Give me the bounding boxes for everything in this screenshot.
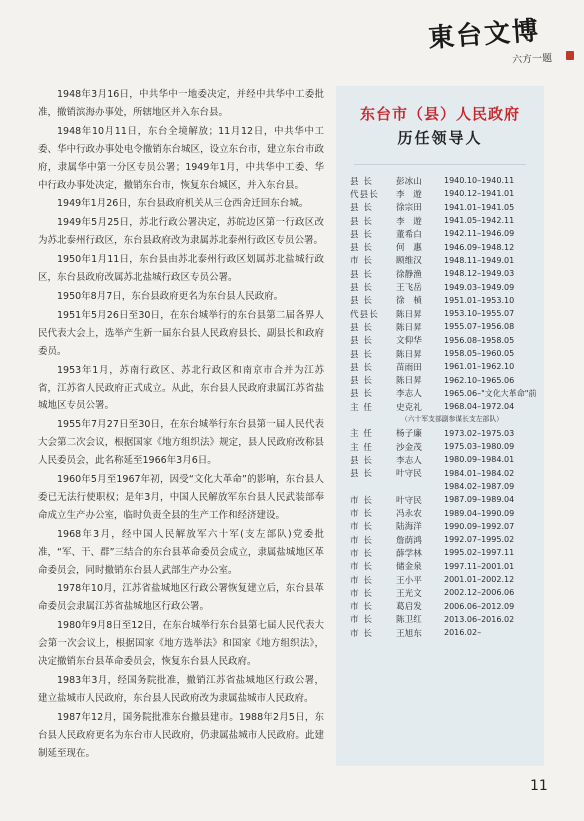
- leader-term: 1958.05–1960.05: [444, 349, 515, 358]
- leader-name: 徐宗田: [396, 203, 422, 214]
- history-paragraph: 1948年3月16日，中共华中一地委决定，并经中共华中工委批准，撤销滨海办事处，所辖地区并入东台县。: [38, 89, 324, 118]
- history-paragraph: 1953年1月，苏南行政区、苏北行政区和南京市合并为江苏省，江苏省人民政府正式成立。从此，东台县人民政府隶属江苏省盐城地区专员公署。: [38, 364, 324, 412]
- leader-row: [336, 360, 544, 373]
- leader-term: 2016.02–: [444, 628, 482, 638]
- leader-title: 代县长: [350, 189, 379, 200]
- leader-term: 1941.01–1941.05: [444, 202, 515, 212]
- panel-title: 东台市（县）人民政府: [359, 105, 520, 123]
- leader-title: 县 长: [350, 203, 373, 214]
- leader-name: 徐静渔: [396, 269, 422, 280]
- leader-term: 1975.03–1980.09: [444, 442, 515, 452]
- leader-title: 市 长: [350, 509, 373, 520]
- leader-term: 1946.09–1948.12: [444, 242, 515, 252]
- leader-row: [336, 214, 544, 227]
- leader-title: 市 长: [350, 548, 373, 559]
- leader-term: 1992.07–1995.02: [444, 535, 515, 545]
- leader-term: 1941.05–1942.11: [444, 216, 515, 226]
- leader-term: 1997.11–2001.01: [444, 561, 515, 571]
- leader-row: [336, 573, 544, 586]
- leader-term: 1965.06–"文化大革命"前: [444, 388, 537, 398]
- history-paragraph: 1987年12月，国务院批准东台撤县建市。1988年2月5日，东台县人民政府更名为东台市人民政府，仍隶属盐城市人民政府。此建制延至现在。: [38, 711, 324, 759]
- leader-term: 2002.12–2006.06: [444, 588, 515, 598]
- leader-term: 1951.01–1953.10: [444, 295, 515, 305]
- leader-row: [336, 520, 544, 533]
- leader-row: [336, 267, 544, 280]
- leader-row: [336, 294, 544, 307]
- leader-term: 1948.11–1949.01: [444, 255, 515, 265]
- leader-title: 县 长: [350, 455, 373, 466]
- page-number: 11: [530, 778, 548, 794]
- leader-name: 葛启发: [396, 602, 422, 613]
- leader-term: 1968.04–1972.04: [444, 402, 515, 412]
- leader-row: [336, 586, 544, 599]
- leader-name: 陈日昇: [396, 322, 422, 333]
- leader-row: [336, 174, 544, 187]
- leader-row: [336, 440, 544, 453]
- leader-name: 詹荫鸿: [396, 535, 422, 546]
- brand-signature: 六方一题: [511, 52, 553, 67]
- leader-row: [336, 334, 544, 347]
- history-paragraph: 1949年5月25日，苏北行政公署决定，苏皖边区第一行政区改为苏北泰州行政区，东台县政府改为隶属苏北泰州行政区专员公署。: [38, 217, 324, 247]
- leader-name: 史克礼: [396, 402, 422, 413]
- history-paragraph: 1978年10月，江苏省盐城地区行政公署恢复建立后，东台县革命委员会隶属江苏省盐城地区行政公署。: [38, 583, 324, 613]
- leader-title: 县 长: [350, 349, 373, 360]
- leader-name: 王小平: [396, 575, 422, 586]
- leader-name: 沙金茂: [396, 442, 422, 453]
- leader-term: 1990.09–1992.07: [444, 521, 515, 531]
- history-paragraph: 1968年3月，经中国人民解放军六十军(支左部队)党委批准，“军、干、群”三结合的东台县革命委员会成立，隶属盐城地区革命委员会，同时撤销东台县人武部生产办公室。: [38, 528, 324, 576]
- leader-row: [336, 533, 544, 546]
- leader-name: 陈日昇: [396, 376, 422, 387]
- leader-term: 1948.12–1949.03: [444, 269, 515, 279]
- leader-name: 何 惠: [396, 243, 422, 254]
- leader-name: 冯永农: [396, 509, 422, 520]
- leader-name: 彭冰山: [396, 176, 422, 187]
- leader-title: 市 长: [350, 522, 373, 533]
- leader-name: 顾维汉: [396, 256, 422, 267]
- leader-name: 王旭东: [396, 628, 422, 639]
- leader-title: 县 长: [350, 469, 373, 480]
- leader-row: [336, 613, 544, 626]
- leader-name: 李志人: [396, 389, 422, 400]
- leader-row: [336, 254, 544, 267]
- history-text-column: [38, 86, 324, 764]
- leader-row: [336, 506, 544, 519]
- leader-note: （六十军支部副参谋长支左部队）: [401, 415, 503, 424]
- leader-row: [336, 493, 544, 506]
- leader-term: 1940.12–1941.01: [444, 189, 515, 199]
- leader-name: 苗雨田: [396, 362, 422, 373]
- leader-term: 1949.03–1949.09: [444, 282, 515, 292]
- leader-name: 叶守民: [396, 469, 422, 480]
- leader-name: 董希白: [396, 229, 422, 240]
- leader-title: 县 长: [350, 229, 373, 240]
- leader-row: [336, 280, 544, 293]
- leader-row: [336, 320, 544, 333]
- leader-term: 2006.06–2012.09: [444, 601, 515, 611]
- leader-name: 薛学林: [396, 548, 422, 559]
- leader-term: 1940.10–1940.11: [444, 176, 515, 186]
- history-paragraph: 1950年8月7日，东台县政府更名为东台县人民政府。: [57, 290, 284, 302]
- leader-term: 1987.09–1989.04: [444, 495, 515, 505]
- leader-term: 1961.01–1962.10: [444, 362, 515, 372]
- leader-term: 1980.09–1984.01: [444, 455, 515, 465]
- leader-row: [336, 453, 544, 466]
- leader-name: 叶守民: [396, 495, 422, 506]
- leader-title: 县 长: [350, 336, 373, 347]
- leader-title: 县 长: [350, 362, 373, 373]
- leader-title: 主 任: [350, 442, 373, 453]
- leader-term: 1962.10–1965.06: [444, 375, 515, 385]
- leader-row: [336, 626, 544, 639]
- leader-row: [336, 427, 544, 440]
- brand-calligraphy-title: 東台文博: [427, 16, 542, 54]
- leader-term: 2001.01–2002.12: [444, 575, 515, 585]
- leader-row: [336, 387, 544, 400]
- leader-row: [336, 307, 544, 320]
- leader-name: 陈日昇: [396, 309, 422, 320]
- leader-title: 县 长: [350, 269, 373, 280]
- history-paragraph: 1951年5月26日至30日，在东台城举行的东台县第二届各界人民代表大会上，选举产生新一届东台县人民政府县长、副县长和政府委员。: [38, 309, 324, 357]
- leader-term: 1956.08–1958.05: [444, 335, 515, 345]
- leader-title: 市 长: [350, 256, 373, 267]
- leader-term: 1995.02–1997.11: [444, 548, 515, 558]
- red-seal-stamp: [566, 51, 574, 60]
- leader-row: [336, 227, 544, 240]
- leader-title: 市 长: [350, 535, 373, 546]
- history-paragraph: 1948年10月11日，东台全境解放；11月12日，中共华中工委、华中行政办事处电令撤销东台城区，设立东台市，建立东台市政府，隶属华中第一分区专员公署；1949年1月，中共华中工委、华中行政办事处决定，撤销东台市，恢复东台城区，并入东台县。: [38, 125, 324, 191]
- leader-name: 王飞岳: [396, 283, 422, 294]
- leader-title: 县 长: [350, 216, 373, 227]
- leader-row: [336, 480, 544, 493]
- leader-row: [336, 546, 544, 559]
- leader-term: 1955.07–1956.08: [444, 322, 515, 332]
- leader-name: 文仰华: [396, 336, 422, 347]
- history-paragraph: 1949年1月26日，东台县政府机关从三仓西舍迁回东台城。: [57, 198, 309, 210]
- leader-term: 1973.02–1975.03: [444, 428, 515, 438]
- leader-title: 主 任: [350, 402, 373, 413]
- leader-row: [336, 187, 544, 200]
- leaders-list: [336, 174, 544, 639]
- leader-term: 1942.11–1946.09: [444, 229, 515, 239]
- leader-name: 储金泉: [396, 562, 422, 573]
- history-paragraph: 1960年5月至1967年初，因受“文化大革命”的影响，东台县人委已无法行使职权；是年3月，中国人民解放军东台县人民武装部奉命成立生产办公室，临时负责全县的生产工作和经济建设。: [38, 474, 324, 521]
- leader-title: 市 长: [350, 628, 373, 639]
- leader-row: [336, 240, 544, 253]
- leader-title: 市 长: [350, 495, 373, 506]
- leader-term: 1984.02–1987.09: [444, 481, 515, 491]
- leader-name: 李 遊: [396, 216, 422, 227]
- leader-term: 1989.04–1990.09: [444, 508, 515, 518]
- history-paragraph: 1983年3月，经国务院批准，撤销江苏省盐城地区行政公署，建立盐城市人民政府，东台县人民政府改为隶属盐城市人民政府。: [38, 675, 324, 704]
- leader-name: 陈日昇: [396, 349, 422, 360]
- leader-title: 市 长: [350, 588, 373, 599]
- leader-name: 王光文: [396, 588, 422, 599]
- leader-term: 1953.10–1955.07: [444, 309, 515, 319]
- leader-name: 徐 楨: [396, 296, 422, 307]
- history-paragraph: 1980年9月8日至12日，在东台城举行东台县第七届人民代表大会第一次会议上，根据国家《地方选举法》和国家《地方组织法》，决定撤销东台县革命委员会，恢复东台县人民政府。: [38, 620, 324, 668]
- leaders-panel: [336, 86, 544, 766]
- leader-name: 李 遊: [396, 189, 422, 200]
- leader-row: [336, 600, 544, 613]
- leader-term: 1984.01–1984.02: [444, 468, 515, 478]
- leader-row: [336, 560, 544, 573]
- leader-title: 县 长: [350, 389, 373, 400]
- leader-row: [336, 400, 544, 413]
- leader-name: 李志人: [396, 455, 422, 466]
- leader-title: 县 长: [350, 243, 373, 254]
- leader-row: [336, 201, 544, 214]
- leader-title: 市 长: [350, 615, 373, 626]
- panel-subtitle: 历任领导人: [397, 129, 483, 147]
- history-paragraph: 1955年7月27日至30日，在东台城举行东台县第一届人民代表大会第二次会议，根据国家《地方组织法》规定，县人民政府改称县人民委员会，此名称延至1966年3月6日。: [38, 419, 324, 467]
- leader-title: 主 任: [350, 429, 373, 440]
- leader-name: 陆海洋: [396, 522, 422, 533]
- leader-title: 县 长: [350, 296, 373, 307]
- leader-title: 县 长: [350, 283, 373, 294]
- leader-term: 2013.06–2016.02: [444, 614, 515, 624]
- leader-title: 县 长: [350, 176, 373, 187]
- leader-row: [336, 347, 544, 360]
- leader-title: 市 长: [350, 602, 373, 613]
- leader-title: 市 长: [350, 562, 373, 573]
- leader-title: 代县长: [350, 309, 379, 320]
- leader-row: [336, 373, 544, 386]
- panel-divider: [354, 164, 526, 165]
- leader-title: 县 长: [350, 376, 373, 387]
- leader-title: 县 长: [350, 322, 373, 333]
- leader-name: 杨子廉: [396, 429, 422, 440]
- history-paragraph: 1950年1月11日，东台县由苏北泰州行政区划属苏北盐城行政区，东台县政府改属苏北盐城行政区专员公署。: [38, 254, 324, 284]
- leader-title: 市 长: [350, 575, 373, 586]
- leader-name: 陈卫红: [396, 615, 422, 626]
- leader-row: [336, 467, 544, 480]
